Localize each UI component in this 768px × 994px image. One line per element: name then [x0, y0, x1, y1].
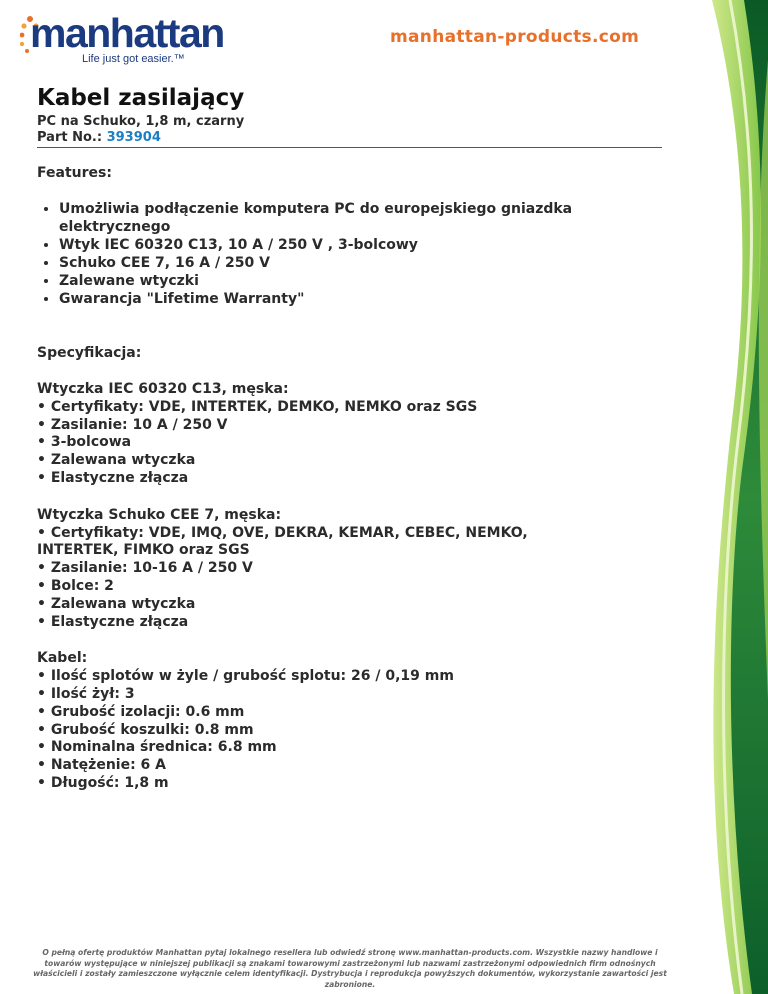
header-divider — [37, 147, 662, 148]
spec-line: • Certyfikaty: VDE, INTERTEK, DEMKO, NEMKO oraz SGS — [37, 398, 478, 415]
spec-block-heading: Wtyczka IEC 60320 C13, męska: — [37, 381, 289, 397]
spec-block-heading: Kabel: — [37, 650, 88, 667]
green-swoosh-decoration — [672, 0, 768, 994]
features-heading: Features: — [37, 165, 112, 181]
spec-line: • Bolce: 2 — [37, 577, 114, 594]
spec-line: • Elastyczne złącza — [37, 613, 189, 630]
spec-line: • Ilość splotów w żyle / grubość splotu: 26 / 0,19 mm — [37, 668, 454, 685]
spec-line: • Zalewana wtyczka — [37, 595, 196, 612]
spec-line: • Grubość koszulki: 0.8 mm — [37, 721, 254, 738]
part-number-label: Part No.: — [37, 130, 103, 145]
features-item: • Gwarancja "Lifetime Warranty" — [59, 290, 662, 308]
manhattan-logo — [20, 8, 230, 64]
spec-line: • Zasilanie: 10 A / 250 V — [37, 416, 228, 433]
logo-tagline: Life just got easier.™ — [82, 53, 185, 65]
product-title: Kabel zasilający — [37, 85, 245, 111]
features-item: • Wtyk IEC 60320 C13, 10 A / 250 V , 3-bolcowy — [59, 236, 662, 254]
spec-block-schuko — [37, 507, 662, 632]
features-item: • Schuko CEE 7, 16 A / 250 V — [59, 254, 662, 272]
product-subtitle: PC na Schuko, 1,8 m, czarny — [37, 114, 245, 129]
spec-line: • Zalewana wtyczka — [37, 452, 196, 469]
features-item: • Umożliwia podłączenie komputera PC do europejskiego gniazdka elektrycznego — [59, 200, 662, 236]
spec-block-iec — [37, 381, 662, 488]
spec-block-cable — [37, 650, 662, 792]
spec-line: • Elastyczne złącza — [37, 469, 189, 486]
features-item: • Zalewane wtyczki — [59, 272, 662, 290]
spec-line: • Zasilanie: 10-16 A / 250 V — [37, 560, 253, 577]
legal-footer: O pełną ofertę produktów Manhattan pytaj lokalnego resellera lub odwiedź stronę www.manhattan-products.com. Wszystkie nazwy handlowe i towarów występujące w niniejszej publikacji są znakami towarowymi zastrzeżonymi lub nazwami zastrzeżonymi odpowiednich firm odnośnych właścicieli i zostały zamieszczone wyłącznie celem identyfikacji. Dystrybucja i reprodukcja powyższych dokumentów, wykorzystanie zawartości jest zabronione. — [33, 948, 667, 989]
spec-line: • Długość: 1,8 m — [37, 774, 169, 791]
spec-heading: Specyfikacja: — [37, 345, 142, 361]
spec-line: • 3-bolcowa — [37, 434, 132, 451]
site-url-link[interactable]: manhattan-products.com — [390, 27, 640, 47]
product-sheet — [37, 82, 662, 793]
spec-line: INTERTEK, FIMKO oraz SGS — [37, 542, 250, 559]
spec-line: • Certyfikaty: VDE, IMQ, OVE, DEKRA, KEMAR, CEBEC, NEMKO, — [37, 524, 528, 541]
spec-line: • Nominalna średnica: 6.8 mm — [37, 739, 277, 756]
features-list — [37, 200, 662, 308]
logo-wordmark: manhattan — [30, 10, 224, 56]
spec-block-heading: Wtyczka Schuko CEE 7, męska: — [37, 506, 282, 523]
spec-line: • Ilość żył: 3 — [37, 685, 135, 702]
spec-line: • Grubość izolacji: 0.6 mm — [37, 703, 245, 720]
spec-line: • Natężenie: 6 A — [37, 757, 167, 774]
part-number-link[interactable]: 393904 — [106, 130, 161, 145]
part-number-row — [37, 130, 662, 146]
